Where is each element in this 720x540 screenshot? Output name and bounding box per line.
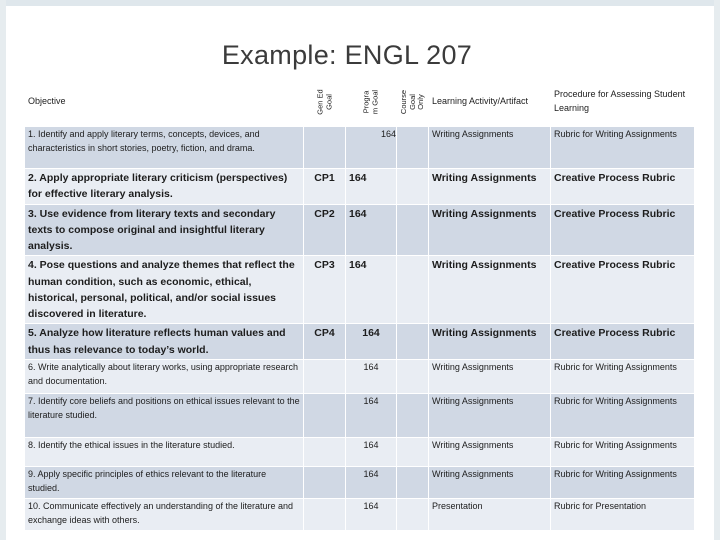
objective-cell: 2. Apply appropriate literary criticism (perspectives) for effective literary analysis. bbox=[25, 169, 304, 205]
program-cell: 164 bbox=[346, 359, 397, 393]
program-cell: 164 bbox=[346, 169, 397, 205]
procedure-cell: Creative Process Rubric bbox=[551, 324, 695, 360]
course-cell bbox=[397, 127, 429, 169]
program-cell: 164 bbox=[346, 437, 397, 466]
activity-cell: Writing Assignments bbox=[429, 169, 551, 205]
course-cell bbox=[397, 437, 429, 466]
table-row bbox=[25, 324, 695, 360]
header-program-goal: Progra m Goal bbox=[346, 77, 397, 127]
gen-ed-cell bbox=[304, 437, 346, 466]
header-gen-ed-goal: Gen Ed Goal bbox=[304, 77, 346, 127]
procedure-cell: Rubric for Writing Assignments bbox=[551, 466, 695, 498]
activity-cell: Writing Assignments bbox=[429, 466, 551, 498]
procedure-cell: Creative Process Rubric bbox=[551, 256, 695, 324]
objective-cell: 10. Communicate effectively an understanding of the literature and exchange ideas with others. bbox=[25, 498, 304, 530]
gen-ed-cell bbox=[304, 359, 346, 393]
procedure-cell: Rubric for Writing Assignments bbox=[551, 127, 695, 169]
activity-cell: Writing Assignments bbox=[429, 393, 551, 437]
table-row bbox=[25, 169, 695, 205]
activity-cell: Writing Assignments bbox=[429, 437, 551, 466]
program-cell: 164 bbox=[346, 393, 397, 437]
program-cell: 164 bbox=[346, 324, 397, 360]
course-cell bbox=[397, 204, 429, 256]
objective-cell: 3. Use evidence from literary texts and secondary texts to compose original and insightful literary analysis. bbox=[25, 204, 304, 256]
slide-right-border bbox=[714, 0, 720, 540]
header-objective: Objective bbox=[25, 77, 304, 127]
table-header-row bbox=[25, 77, 695, 127]
objective-cell: 7. Identify core beliefs and positions on ethical issues relevant to the literature studied. bbox=[25, 393, 304, 437]
objective-cell: 8. Identify the ethical issues in the literature studied. bbox=[25, 437, 304, 466]
course-cell bbox=[397, 256, 429, 324]
objective-cell: 5. Analyze how literature reflects human values and thus has relevance to today’s world. bbox=[25, 324, 304, 360]
program-cell: 164 bbox=[346, 466, 397, 498]
course-cell bbox=[397, 169, 429, 205]
program-cell: 164 bbox=[346, 204, 397, 256]
gen-ed-cell bbox=[304, 393, 346, 437]
gen-ed-cell bbox=[304, 127, 346, 169]
course-cell bbox=[397, 393, 429, 437]
gen-ed-cell bbox=[304, 466, 346, 498]
procedure-cell: Rubric for Writing Assignments bbox=[551, 437, 695, 466]
header-course-goal-only: Course Goal Only bbox=[397, 77, 429, 127]
table-row bbox=[25, 393, 695, 437]
objective-cell: 4. Pose questions and analyze themes that reflect the human condition, such as economic, ethical, historical, personal, political, and/or social issues discovered in literature. bbox=[25, 256, 304, 324]
objective-cell: 6. Write analytically about literary works, using appropriate research and documentation. bbox=[25, 359, 304, 393]
table-row bbox=[25, 127, 695, 169]
procedure-cell: Rubric for Presentation bbox=[551, 498, 695, 530]
procedure-cell: Creative Process Rubric bbox=[551, 204, 695, 256]
program-cell: 164 bbox=[346, 498, 397, 530]
table-row bbox=[25, 359, 695, 393]
table-row bbox=[25, 466, 695, 498]
course-cell bbox=[397, 359, 429, 393]
activity-cell: Writing Assignments bbox=[429, 324, 551, 360]
course-cell bbox=[397, 466, 429, 498]
activity-cell: Writing Assignments bbox=[429, 204, 551, 256]
activity-cell: Presentation bbox=[429, 498, 551, 530]
activity-cell: Writing Assignments bbox=[429, 359, 551, 393]
gen-ed-cell: CP2 bbox=[304, 204, 346, 256]
table-row bbox=[25, 498, 695, 530]
activity-cell: Writing Assignments bbox=[429, 127, 551, 169]
slide-top-border bbox=[0, 0, 720, 6]
table-row bbox=[25, 204, 695, 256]
table-row bbox=[25, 256, 695, 324]
objectives-table bbox=[24, 76, 695, 531]
activity-cell: Writing Assignments bbox=[429, 256, 551, 324]
procedure-cell: Rubric for Writing Assignments bbox=[551, 359, 695, 393]
gen-ed-cell: CP3 bbox=[304, 256, 346, 324]
procedure-cell: Creative Process Rubric bbox=[551, 169, 695, 205]
gen-ed-cell bbox=[304, 498, 346, 530]
gen-ed-cell: CP1 bbox=[304, 169, 346, 205]
course-cell bbox=[397, 498, 429, 530]
course-cell bbox=[397, 324, 429, 360]
program-cell: 164 bbox=[346, 256, 397, 324]
table-row bbox=[25, 437, 695, 466]
procedure-cell: Rubric for Writing Assignments bbox=[551, 393, 695, 437]
program-cell: 164 bbox=[346, 127, 397, 169]
slide-title: Example: ENGL 207 bbox=[221, 40, 473, 70]
objective-cell: 1. Identify and apply literary terms, concepts, devices, and characteristics in short stories, poetry, fiction, and drama. bbox=[25, 127, 304, 169]
slide-left-border bbox=[0, 0, 6, 540]
header-learning-activity: Learning Activity/Artifact bbox=[429, 77, 551, 127]
objective-cell: 9. Apply specific principles of ethics relevant to the literature studied. bbox=[25, 466, 304, 498]
gen-ed-cell: CP4 bbox=[304, 324, 346, 360]
header-procedure: Procedure for Assessing Student Learning bbox=[551, 77, 695, 127]
